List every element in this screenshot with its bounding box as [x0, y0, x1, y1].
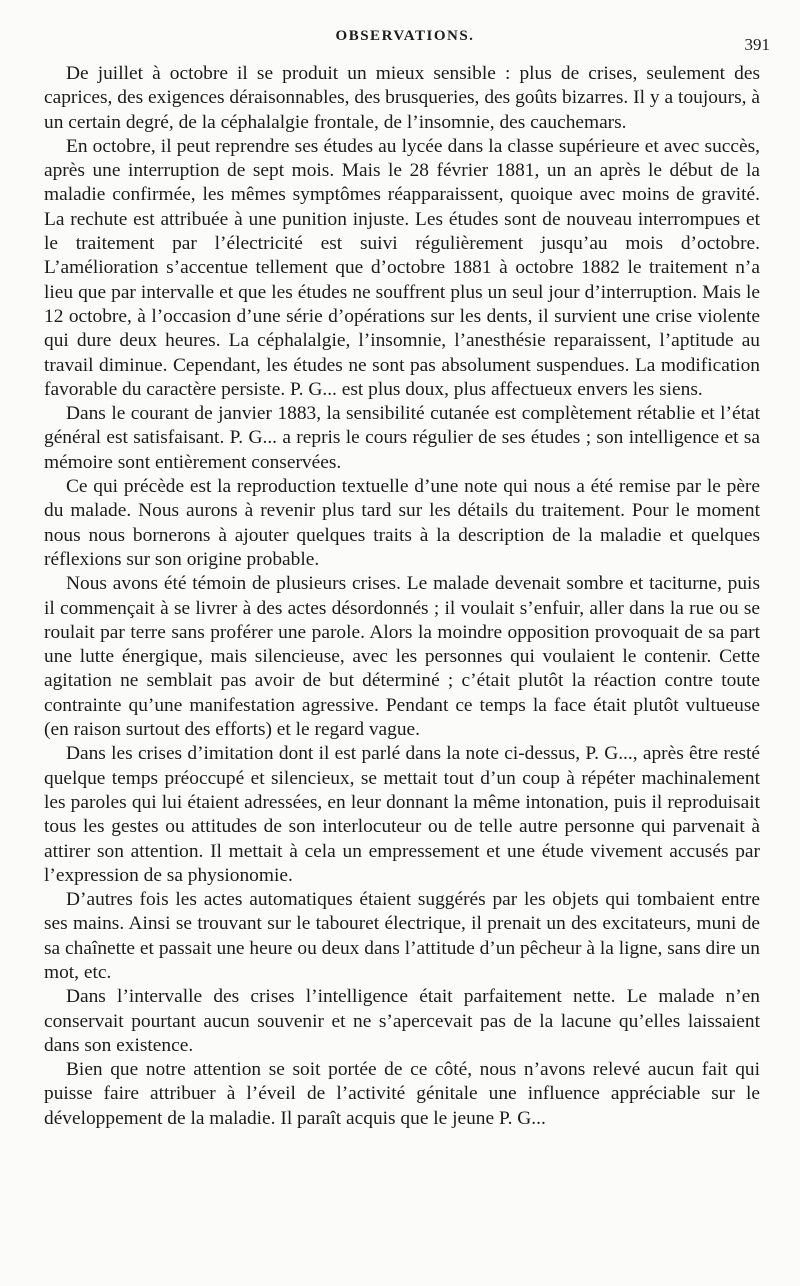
- paragraph: Bien que notre attention se soit portée de ce côté, nous n’avons relevé aucun fait qui puisse faire attribuer à l’éveil de l’activité génitale une influence appréciable sur le développement de la maladie. Il paraît acquis que le jeune P. G...: [44, 1059, 760, 1129]
- paragraph: De juillet à octobre il se produit un mieux sensible : plus de crises, seulement des caprices, des exigences déraisonnables, des brusqueries, des goûts bizarres. Il y a toujours, à un certain degré, de la céphalalgie frontale, de l’insomnie, des cauchemars.: [44, 63, 760, 133]
- paragraph: Dans le courant de janvier 1883, la sensibilité cutanée est complètement rétablie et l’état général est satisfaisant. P. G... a repris le cours régulier de ses études ; son intelligence et sa mémoire sont entièrement conservées.: [44, 403, 760, 473]
- paragraph: Nous avons été témoin de plusieurs crises. Le malade devenait sombre et taciturne, puis il commençait à se livrer à des actes désordonnés ; il voulait s’enfuir, aller dans la rue ou se roulait par terre sans proférer une parole. Alors la moindre opposition provoquait de sa part une lutte énergique, mais silencieuse, avec les personnes qui voulaient le contenir. Cette agitation ne semblait pas avoir de but déterminé ; c’était plutôt la réaction contre toute contrainte qu’une manifestation agressive. Pendant ce temps la face était plutôt vultueuse (en raison surtout des efforts) et le regard vague.: [44, 573, 760, 741]
- body-text: [44, 62, 760, 1131]
- paragraph: Ce qui précède est la reproduction textuelle d’une note qui nous a été remise par le père du malade. Nous aurons à revenir plus tard sur les détails du traitement. Pour le moment nous nous bornerons à ajouter quelques traits à la description de la maladie et quelques réflexions sur son origine probable.: [44, 476, 760, 570]
- paragraph: D’autres fois les actes automatiques étaient suggérés par les objets qui tombaient entre ses mains. Ainsi se trouvant sur le tabouret électrique, il prenait un des excitateurs, muni de sa chaînette et passait une heure ou deux dans l’attitude d’un pêcheur à la ligne, sans dire un mot, etc.: [44, 889, 760, 983]
- paragraph: Dans l’intervalle des crises l’intelligence était parfaitement nette. Le malade n’en conservait pourtant aucun souvenir et ne s’apercevait pas de la lacune qu’elles laissaient dans son existence.: [44, 986, 760, 1056]
- paragraph: En octobre, il peut reprendre ses études au lycée dans la classe supérieure et avec succès, après une interruption de sept mois. Mais le 28 février 1881, un an après le début de la maladie confirmée, les mêmes symptômes réapparaissent, quoique avec moins de gravité. La rechute est attribuée à une punition injuste. Les études sont de nouveau interrompues et le traitement par l’électricité est suivi régulièrement jusqu’au mois d’octobre. L’amélioration s’accentue tellement que d’octobre 1881 à octobre 1882 le traitement n’a lieu que par intervalle et que les études ne souffrent plus un seul jour d’interruption. Mais le 12 octobre, à l’occasion d’une série d’opérations sur les dents, il survient une crise violente qui dure deux heures. La céphalalgie, l’insomnie, l’anesthésie reparaissent, l’aptitude au travail diminue. Cependant, les études ne sont pas absolument suspendues. La modification favorable du caractère persiste. P. G... est plus doux, plus affectueux envers les siens.: [44, 135, 760, 400]
- paragraph: Dans les crises d’imitation dont il est parlé dans la note ci-dessus, P. G..., après être resté quelque temps préoccupé et silencieux, se mettait tout d’un coup à répéter machinalement les paroles qui lui étaient adressées, en leur donnant la même intonation, puis il reproduisait tous les gestes ou attitudes de son interlocuteur ou de telle autre personne qui parvenait à attirer son attention. Il mettait à cela un empressement et une étude vivement accusés par l’expression de sa physionomie.: [44, 743, 760, 886]
- running-title: OBSERVATIONS.: [335, 28, 475, 44]
- page-header: [40, 28, 770, 58]
- page-number: 391: [744, 35, 770, 54]
